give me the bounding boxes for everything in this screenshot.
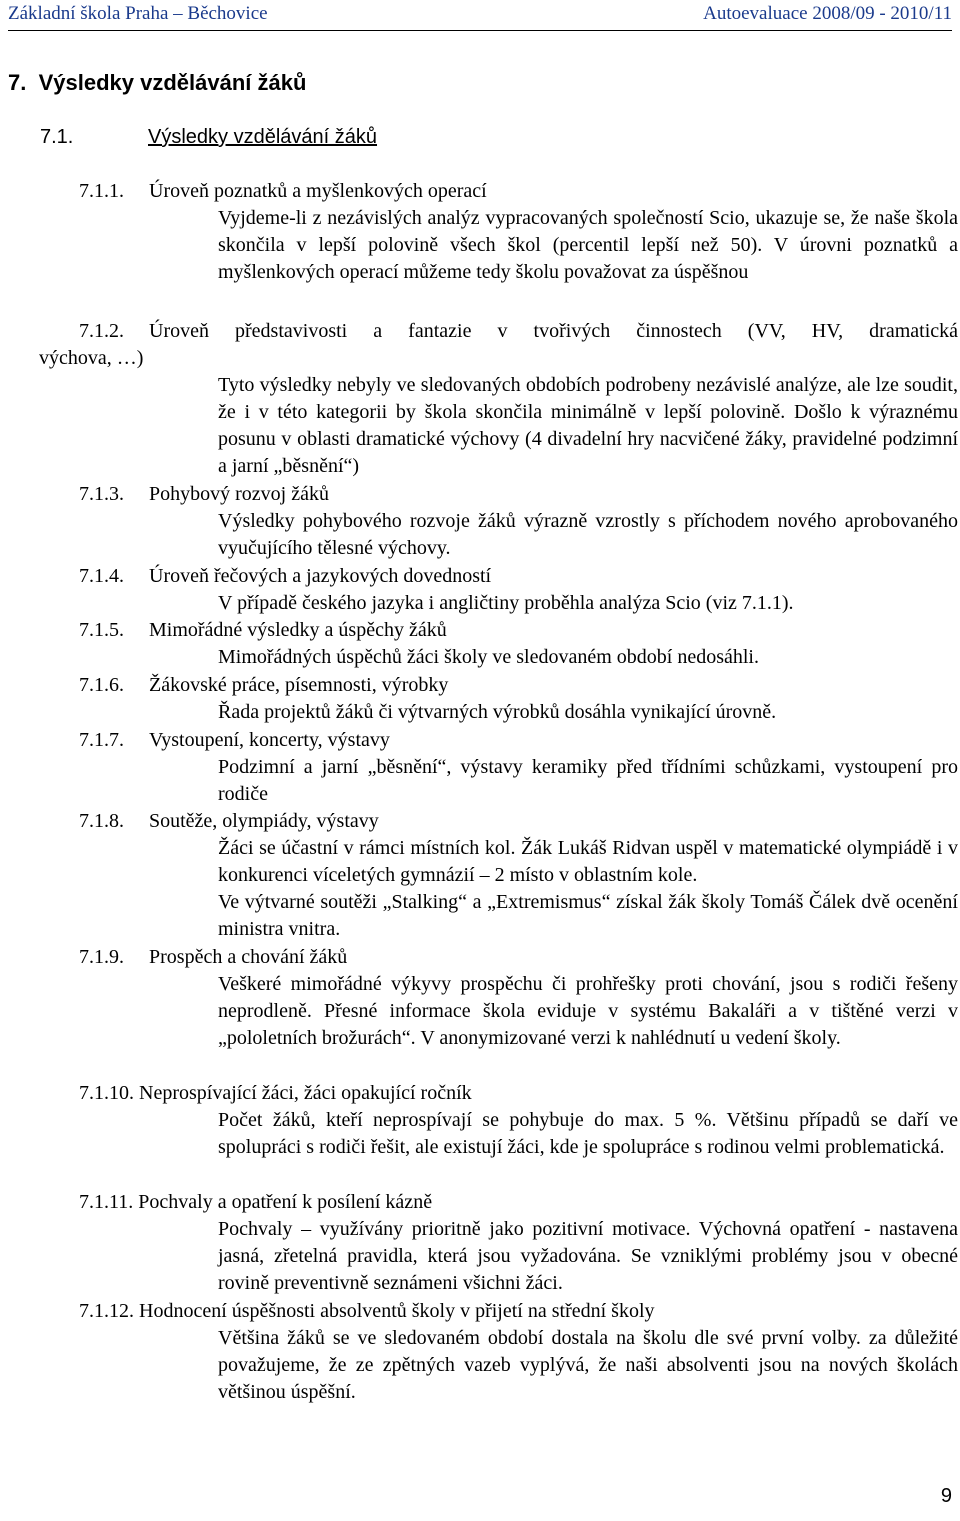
subsection-title: Žákovské práce, písemnosti, výrobky <box>149 674 449 696</box>
header-document-title: Autoevaluace 2008/09 - 2010/11 <box>703 3 952 24</box>
subsection-7-1-4 <box>79 563 958 617</box>
subsection-7-1-11 <box>79 1189 958 1297</box>
subsection-text: Tyto výsledky nebyly ve sledovaných obdobích podrobeny nezávislé analýze, ale lze soudit, že i v této kategorii by škola skončila minimálně v lepší polovině. Došlo k výraznému posunu v oblasti dramatické výchovy (4 divadelní hry nacvičené žáky, pravidelné podzimní a jarní „běsnění“) <box>218 374 958 477</box>
subsection-text: Řada projektů žáků či výtvarných výrobků dosáhla vynikající úrovně. <box>218 701 777 723</box>
subsection-number: 7.1.6. <box>79 674 124 696</box>
subsection-text: Pochvaly – využívány prioritně jako pozitivní motivace. Výchovná opatření - nastavena jasná, zřetelná pravidla, která jsou vyžadována. Se vzniklými problémy jsou v obecné rovině preventivně seznámeni všichni žáci. <box>218 1218 958 1294</box>
subsection-text: Mimořádných úspěchů žáci školy ve sledovaném období nedosáhli. <box>218 646 759 668</box>
header-school-name: Základní škola Praha – Běchovice <box>8 3 268 24</box>
subsection-title: Vystoupení, koncerty, výstavy <box>149 729 390 751</box>
subsection-number: 7.1.3. <box>79 483 124 505</box>
subsection-number: 7.1.8. <box>79 810 124 832</box>
subsection-title: Úroveň řečových a jazykových dovedností <box>149 565 492 587</box>
subsection-title: Soutěže, olympiády, výstavy <box>149 810 379 832</box>
subsection-title-continuation: výchova, …) <box>39 347 144 369</box>
subsection-text: Žáci se účastní v rámci místních kol. Žák Lukáš Ridvan uspěl v matematické olympiádě i v konkurenci víceletých gymnázií – 2 místo v oblastním kole. <box>218 837 958 886</box>
subsection-number: 7.1.4. <box>79 565 124 587</box>
section-heading <box>40 126 377 149</box>
subsection-text: Veškeré mimořádné výkyvy prospěchu či prohřešky proti chování, jsou s rodiči řešeny neprodleně. Přesné informace škola eviduje v systému Bakaláři a v tištěné verzi v „pololetních brožurách“. V anonymizované verzi k nahlédnutí u vedení školy. <box>218 973 958 1049</box>
subsection-7-1-6 <box>79 672 958 726</box>
subsection-title: Pochvaly a opatření k posílení kázně <box>138 1191 433 1213</box>
subsection-number: 7.1.5. <box>79 619 124 641</box>
subsection-text: Vyjdeme-li z nezávislých analýz vypracovaných společností Scio, ukazuje se, že naše škola skončila v lepší polovině všech škol (percentil lepší než 50). V úrovni poznatků a myšlenkových operací můžeme tedy školu považovat za úspěšnou <box>218 207 958 283</box>
subsection-7-1-3 <box>79 481 958 562</box>
subsection-number: 7.1.12. <box>79 1300 134 1322</box>
page-header <box>8 0 952 31</box>
subsection-text: Podzimní a jarní „běsnění“, výstavy keramiky před třídními schůzkami, vystoupení pro rodiče <box>218 756 958 805</box>
subsection-number: 7.1.2. <box>79 320 124 342</box>
chapter-number: 7. <box>8 70 27 95</box>
subsection-title: Úroveň poznatků a myšlenkových operací <box>149 180 487 202</box>
subsection-7-1-9 <box>79 944 958 1052</box>
subsection-7-1-12 <box>79 1298 958 1406</box>
subsection-title: Úroveň představivosti a fantazie v tvořivých činnostech (VV, HV, dramatická <box>149 320 958 342</box>
subsection-title: Prospěch a chování žáků <box>149 946 348 968</box>
subsection-number: 7.1.10. <box>79 1082 134 1104</box>
subsection-title: Neprospívající žáci, žáci opakující ročník <box>139 1082 472 1104</box>
subsection-7-1-10 <box>79 1080 958 1161</box>
subsection-number: 7.1.1. <box>79 180 124 202</box>
subsection-text: Výsledky pohybového rozvoje žáků výrazně vzrostly s příchodem nového aprobovaného vyučujícího tělesné výchovy. <box>218 510 958 559</box>
subsection-number: 7.1.11. <box>79 1191 134 1213</box>
subsection-7-1-7 <box>79 727 958 808</box>
subsection-title: Hodnocení úspěšnosti absolventů školy v přijetí na střední školy <box>139 1300 655 1322</box>
subsection-text: Většina žáků se ve sledovaném období dostala na školu dle své první volby. za důležité považujeme, že ze zpětných vazeb vyplývá, že naši absolventi jsou na nových školách většinou úspěšní. <box>218 1327 958 1403</box>
subsection-7-1-5 <box>79 617 958 671</box>
chapter-title: Výsledky vzdělávání žáků <box>38 70 307 95</box>
subsection-title: Mimořádné výsledky a úspěchy žáků <box>149 619 447 641</box>
page-number: 9 <box>940 1485 952 1507</box>
subsection-title: Pohybový rozvoj žáků <box>149 483 329 505</box>
section-title: Výsledky vzdělávání žáků <box>148 126 378 148</box>
subsection-7-1-2 <box>39 318 958 480</box>
subsection-text: Ve výtvarné soutěži „Stalking“ a „Extremismus“ získal žák školy Tomáš Čálek dvě ocenění ministra vnitra. <box>218 891 958 940</box>
subsection-text: V případě českého jazyka i angličtiny proběhla analýza Scio (viz 7.1.1). <box>218 592 794 614</box>
subsection-7-1-1 <box>79 178 958 286</box>
chapter-heading <box>8 70 306 96</box>
subsection-number: 7.1.9. <box>79 946 124 968</box>
section-number: 7.1. <box>40 126 74 148</box>
subsection-number: 7.1.7. <box>79 729 124 751</box>
subsection-text: Počet žáků, kteří neprospívají se pohybuje do max. 5 %. Většinu případů se daří ve spolupráci s rodiči řešit, ale existují žáci, kde je spolupráce s rodinou velmi problematická. <box>218 1109 958 1158</box>
subsection-7-1-8 <box>79 808 958 943</box>
